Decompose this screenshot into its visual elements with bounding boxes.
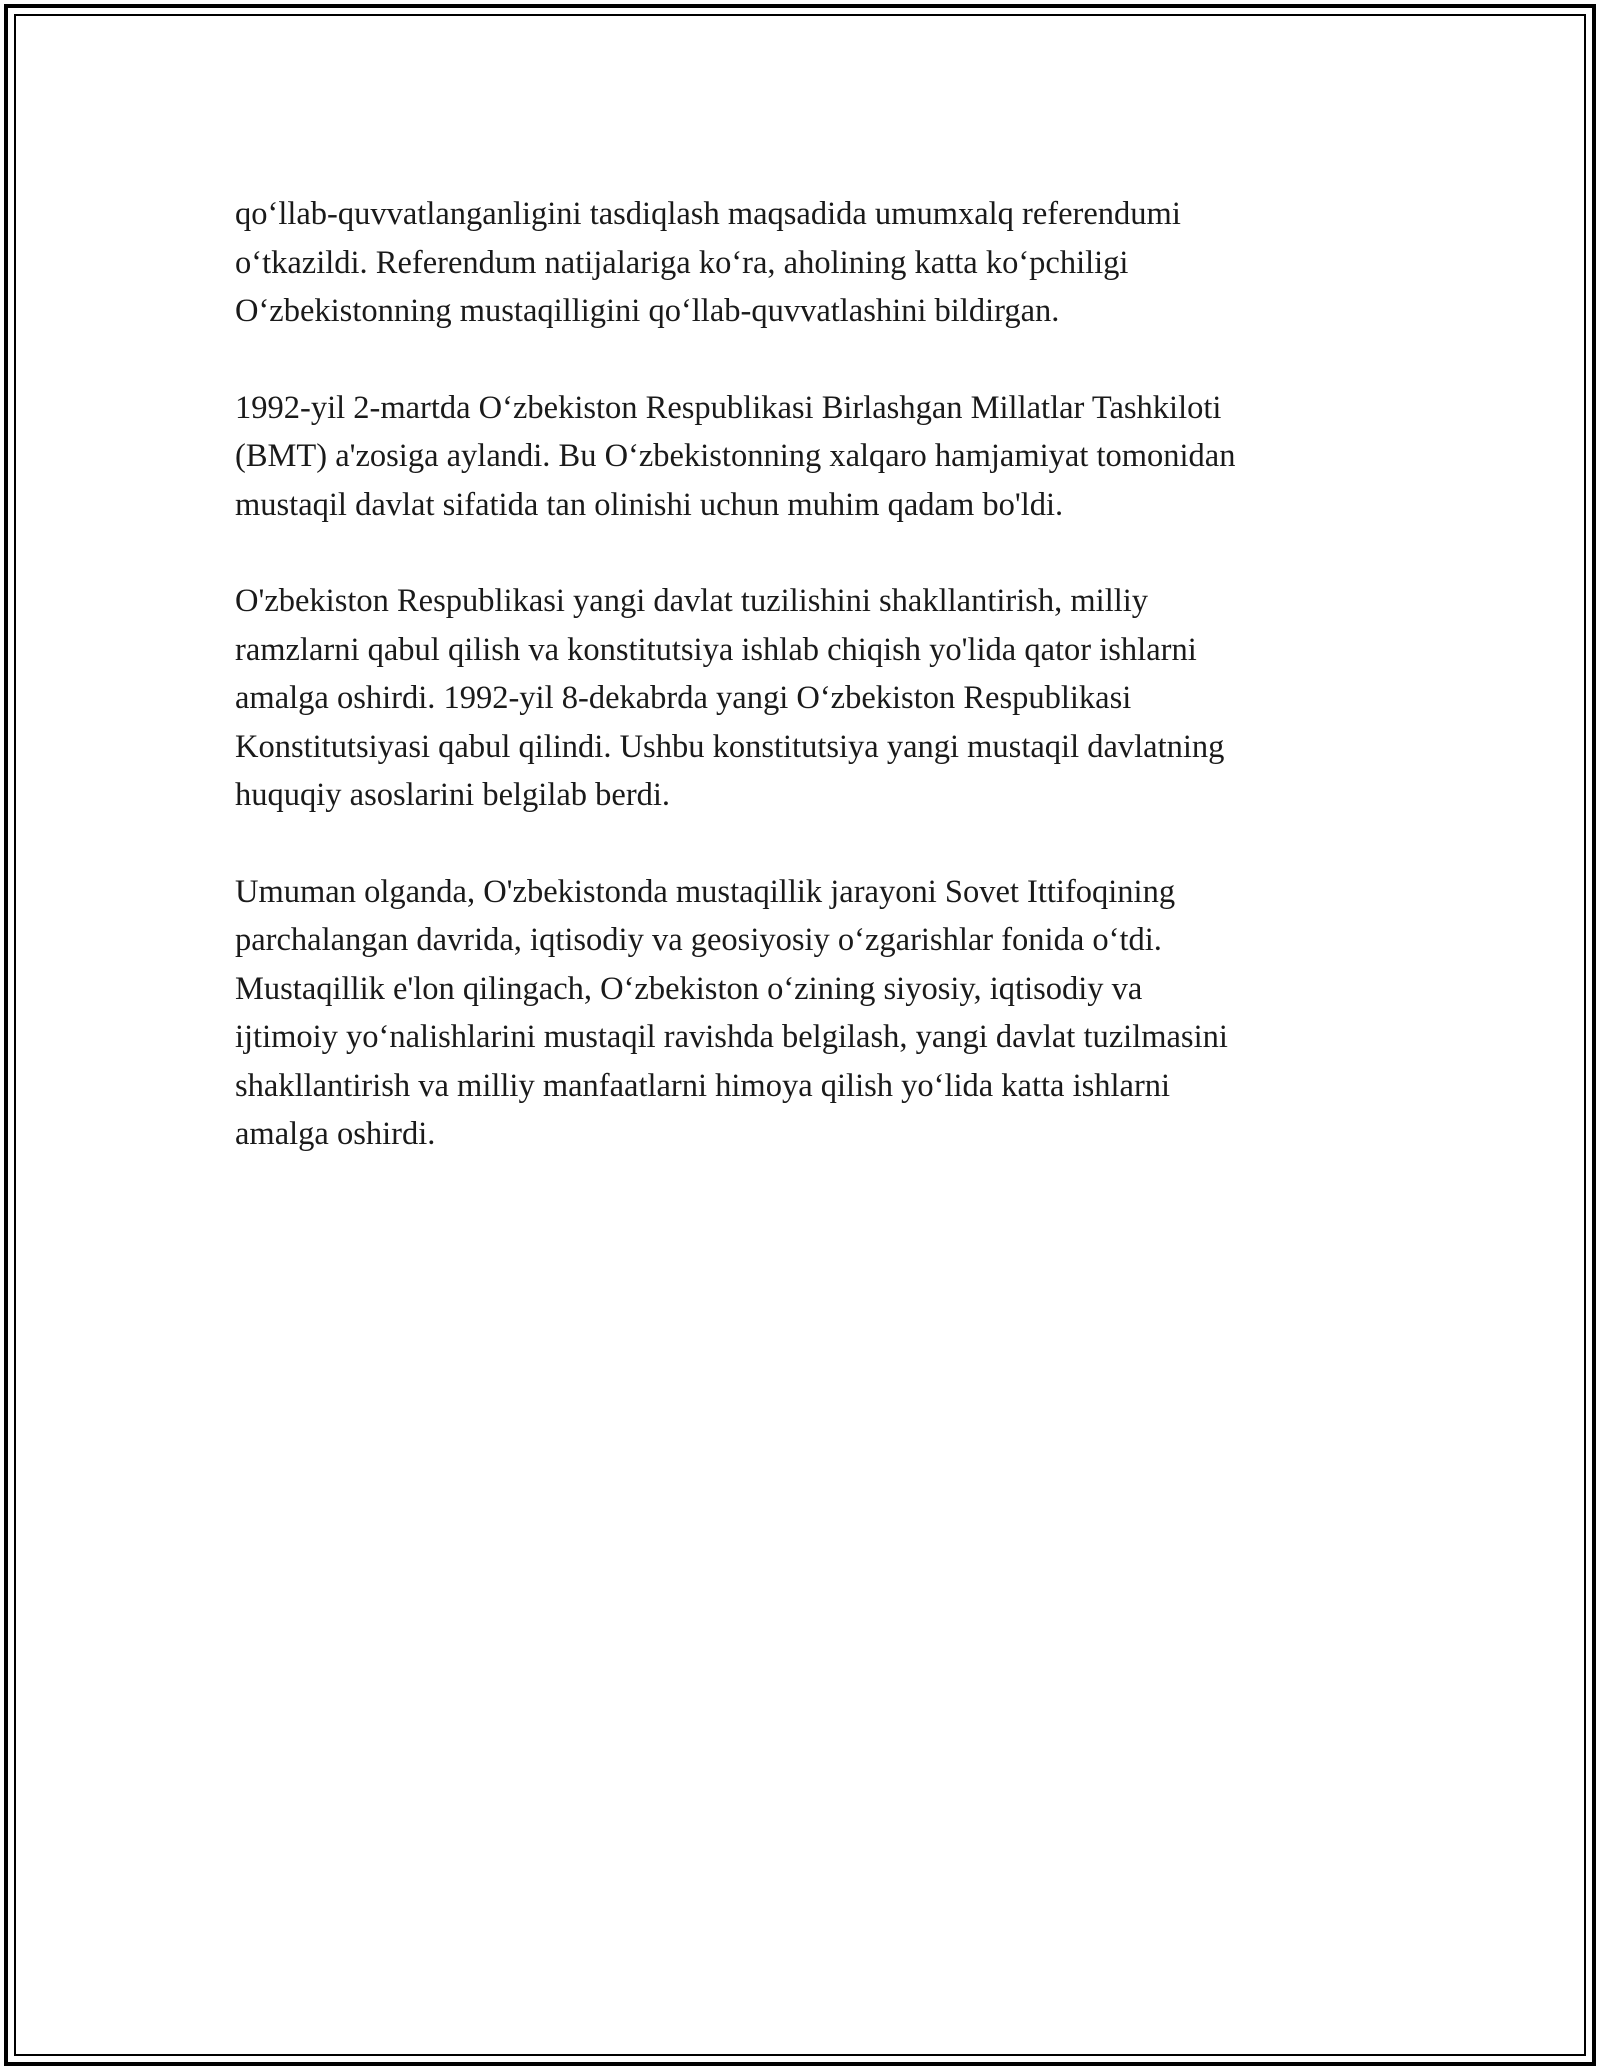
document-body: [235, 190, 1385, 1207]
paragraph-referendum: qo‘llab-quvvatlanganligini tasdiqlash maqsadida umumxalq referendumi o‘tkazildi. Referendum natijalariga ko‘ra, aholining katta ko‘pchiligi O‘zbekistonning mustaqilligini qo‘llab-quvvatlashini bildirgan.: [235, 196, 1181, 329]
paragraph-un-membership: 1992-yil 2-martda O‘zbekiston Respublikasi Birlashgan Millatlar Tashkiloti (BMT) a'zosiga aylandi. Bu O‘zbekistonning xalqaro hamjamiyat tomonidan mustaqil davlat sifatida tan olinishi uchun muhim qadam bo'ldi.: [235, 389, 1236, 523]
paragraph-constitution: O'zbekiston Respublikasi yangi davlat tuzilishini shakllantirish, milliy ramzlarni qabul qilish va konstitutsiya ishlab chiqish yo'lida qator ishlarni amalga oshirdi. 1992-yil 8-dekabrda yangi O‘zbekiston Respublikasi Konstitutsiyasi qabul qilindi. Ushbu konstitutsiya yangi mustaqil davlatning huquqiy asoslarini belgilab berdi.: [235, 583, 1225, 813]
paragraph-conclusion: Umuman olganda, O'zbekistonda mustaqillik jarayoni Sovet Ittifoqining parchalangan davrida, iqtisodiy va geosiyosiy o‘zgarishlar fonida o‘tdi. Mustaqillik e'lon qilingach, O‘zbekiston o‘zining siyosiy, iqtisodiy va ijtimoiy yo‘nalishlarini mustaqil ravishda belgilash, yangi davlat tuzilmasini shakllantirish va milliy manfaatlarni himoya qilish yo‘lida katta ishlarni amalga oshirdi.: [235, 873, 1228, 1152]
